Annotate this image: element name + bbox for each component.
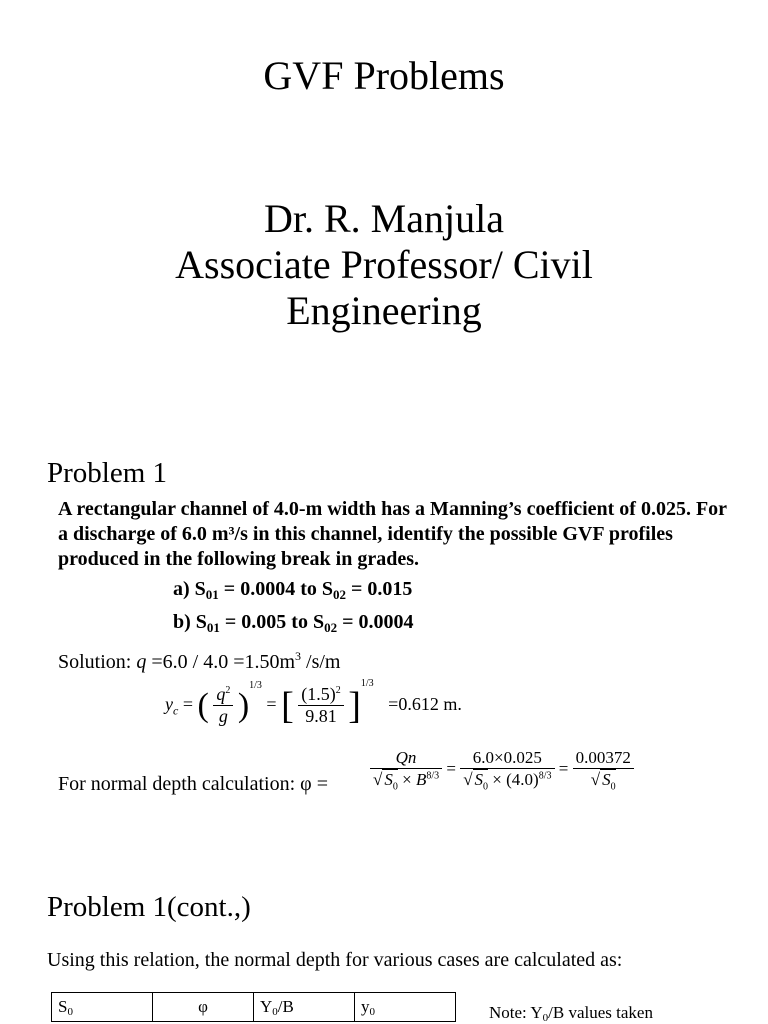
problem1-statement: A rectangular channel of 4.0-m width has a Manning’s coefficient of 0.025. For a discharge of 6.0 m³/s in this channel, identify the possible GVF profiles produced in the following break in grades. [58, 498, 727, 570]
author-position-line1: Associate Professor/ Civil [175, 242, 593, 287]
page-title: GVF Problems [263, 53, 505, 98]
header-s0: $S_0$ [52, 993, 153, 1022]
table-note: Note: $Y_0/B$ values taken [489, 1003, 653, 1024]
author-position-line2: Engineering [286, 288, 482, 333]
yc-result: =0.612 m. [388, 694, 462, 714]
normal-depth-table [51, 992, 456, 1022]
case-b: b) $S_{01} = 0.005$ to $S_{02} = 0.0004$ [173, 611, 414, 635]
critical-depth-equation: $y_c$ = ( $\frac{q^2}{g}$ )$^{1/3}$ = [ $\frac{(1.5)^2}{9.81}$ ]$^{1/3}$ =0.612 m. [165, 678, 462, 727]
header-y0b: $Y_0/B$ [254, 993, 355, 1022]
header-phi: φ [153, 993, 254, 1022]
problem1-cont-heading: Problem 1(cont.,) [47, 891, 251, 923]
header-y0: $y_0$ [355, 993, 456, 1022]
case-a: a) $S_{01} = 0.0004$ to $S_{02} = 0.015$ [173, 578, 413, 602]
author-name: Dr. R. Manjula [264, 196, 504, 241]
intro-text: Using this relation, the normal depth for various cases are calculated as: [47, 949, 623, 971]
solution-line: Solution: $q =6.0 / 4.0 =1.50m^3$ /s/m [58, 649, 341, 673]
normal-depth-equation: $\frac{Qn}{√ S_0 \times B^{8/3}}$ = $\frac{6.0\times 0.025}{√ S_0 \times (4.0)^{8/3}}$ = $\frac{0.00372}{√ S_0}$ [370, 748, 634, 792]
problem1-heading: Problem 1 [47, 457, 168, 489]
author-block [0, 196, 768, 334]
table-header-row [52, 993, 456, 1022]
normal-depth-label: For normal depth calculation: φ = [58, 773, 328, 795]
